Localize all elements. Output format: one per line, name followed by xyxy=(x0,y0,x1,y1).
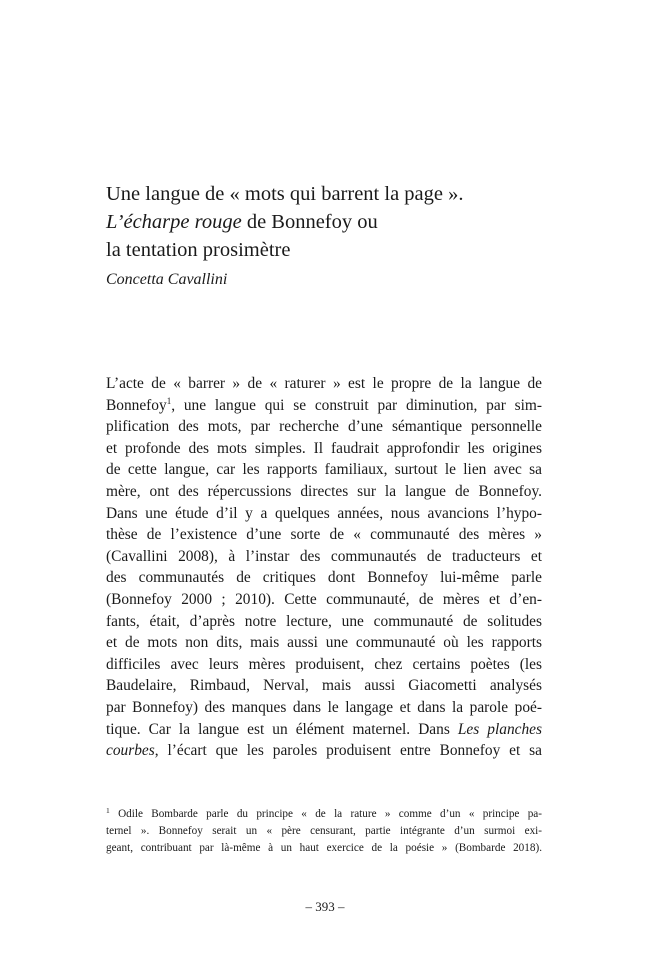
body-line: (Bonnefoy 2000 ; 2010). Cette communauté, de mères et d’en- xyxy=(106,590,542,608)
body-line: thèse de l’existence d’une sorte de « communauté des mères » xyxy=(106,526,542,544)
body-line: des communautés de critiques dont Bonnefoy lui-même parle xyxy=(106,569,542,587)
footnote-line: geant, contribuant par là-même à un haut exercice de la poésie » (Bombarde 2018). xyxy=(106,841,542,854)
footnote-line: ternel ». Bonnefoy serait un « père censurant, partie intégrante d’un surmoi exi- xyxy=(106,824,542,837)
body-line: Dans une étude d’il y a quelques années, nous avancions l’hypo- xyxy=(106,504,542,522)
body-line: de cette langue, car les rapports familiaux, surtout le lien avec sa xyxy=(106,461,542,479)
footnote-line xyxy=(106,806,542,823)
body-line: L’acte de « barrer » de « raturer » est le propre de la langue de xyxy=(106,375,542,392)
body-line-start: Bonnefoy xyxy=(106,396,167,414)
body-line-text: , l’écart que les paroles produisent entre Bonnefoy et sa xyxy=(154,742,542,760)
body-line xyxy=(106,719,542,741)
body-line xyxy=(106,740,542,762)
work-title-italic: Les planches xyxy=(457,720,543,738)
title-line-3: la tentation prosimètre xyxy=(106,239,291,261)
body-line: fants, était, d’après notre lecture, une communauté de solitudes xyxy=(106,612,542,630)
footnote-text: Odile Bombarde parle du principe « de la rature » comme d’un « principe pa- xyxy=(109,808,542,820)
title-line-2-rest: de Bonnefoy ou xyxy=(241,211,378,233)
body-line: Baudelaire, Rimbaud, Nerval, mais aussi Giacometti analysés xyxy=(106,677,542,695)
body-line-text: tique. Car la langue est un élément maternel. Dans xyxy=(106,720,458,738)
body-paragraph xyxy=(106,373,542,762)
body-line: et de mots non dits, mais aussi une communauté où les rapports xyxy=(106,634,542,652)
title-line-2 xyxy=(106,208,546,236)
page-number: – 393 – xyxy=(305,899,345,914)
footnote-reference[interactable]: 1 xyxy=(166,395,172,406)
footnote-marker: 1 xyxy=(106,806,110,815)
article-header xyxy=(106,180,546,292)
title-work-italic: L’écharpe rouge xyxy=(106,211,242,233)
title-line-1: Une langue de « mots qui barrent la page ». xyxy=(106,183,464,205)
body-line xyxy=(106,395,542,417)
body-line: et profonde des mots simples. Il faudrait approfondir les origines xyxy=(106,439,542,457)
footnote xyxy=(106,806,542,856)
work-title-italic: courbes xyxy=(106,742,155,760)
body-line: plification des mots, par recherche d’une sémantique personnelle xyxy=(106,418,542,436)
body-line: (Cavallini 2008), à l’instar des communautés de traducteurs et xyxy=(106,547,542,565)
author-name: Concetta Cavallini xyxy=(106,271,228,288)
body-line: par Bonnefoy) des manques dans le langage et dans la parole poé- xyxy=(106,698,542,716)
body-line: mère, ont des répercussions directes sur la langue de Bonnefoy. xyxy=(106,482,542,500)
body-line-rest: , une langue qui se construit par diminution, par sim- xyxy=(171,396,542,414)
body-line: difficiles avec leurs mères produisent, chez certains poètes (les xyxy=(106,655,542,673)
